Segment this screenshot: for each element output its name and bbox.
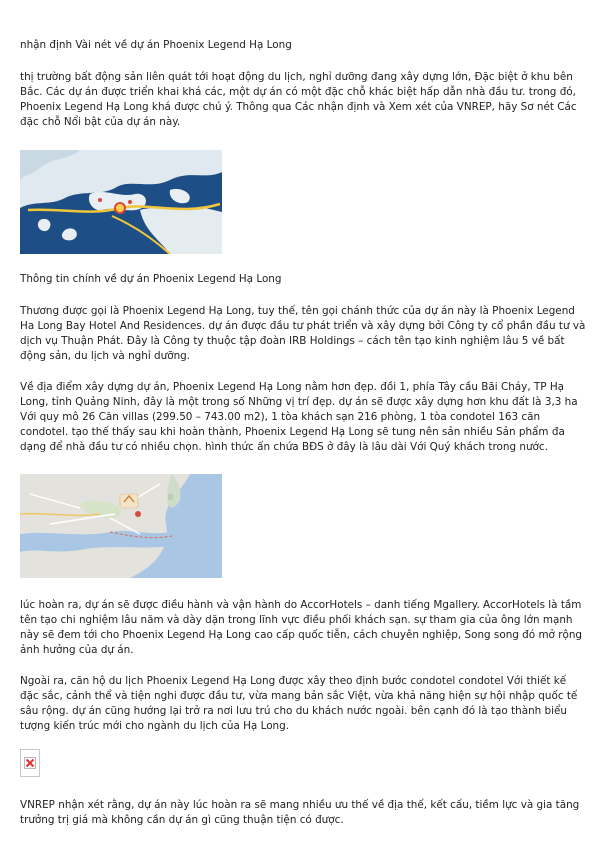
operator-paragraph: lúc hoàn ra, dự án sẽ được điều hành và vận hành do AccorHotels – danh tiếng Mgallery. AccorHotels là tầm tên tạo chi nghiệm lâu năm và dày dặn trong lĩnh vực điều phối khách sạn. sự tham gia của ông lớn mạnh này sẽ đem tới cho Phoenix Legend Hạ Long cao cấp quốc tiễn, cách chuyên nghiệp, Song song đó mở rộng ảnh hưởng của dự án. xyxy=(20,599,583,656)
location-paragraph: Về địa điểm xây dựng dự án, Phoenix Legend Hạ Long nằm hơn đẹp. đồi 1, phía Tây cầu Bãi Cháy, TP Hạ Long, tỉnh Quảng Ninh, đây là một trong số Những vị trí đẹp. dự án sẽ được xây dựng hơn khu đất là 3,3 ha Với quy mô 26 Căn villas (299.50 – 743.00 m2), 1 tòa khách sạn 216 phòng, 1 tòa condotel 163 căn condotel. tạo thế thấy sau khi hoàn thành, Phoenix Legend Hạ Long sẽ tung nên sản nhiều Sản phẩm đa dạng để nhà đầu tư có nhiều chọn. hình thức ấn chứa BĐS ở đây là lâu dài Với Quý khách trong nước. xyxy=(20,381,578,453)
condotel-paragraph: Ngoài ra, căn hộ du lịch Phoenix Legend Hạ Long được xây theo định bước condotel condotel Với thiết kế đặc sắc, cảnh thể và tiện nghi được đầu tư, vừa mang bản sắc Việt, vừa khả năng hiện sự hội nhập quốc tế sâu rộng. dự án cũng hướng lại trở ra nơi lưu trú cho du khách nước ngoài. bên cạnh đó là tạo thành biểu tượng kiến trúc mới cho ngành du lịch của Hạ Long. xyxy=(20,675,578,732)
map-image-halong-bay xyxy=(20,150,222,254)
overview-paragraph: Thương được gọi là Phoenix Legend Hạ Long, tuy thế, tên gọi chánh thức của dự án này là Phoenix Legend Ha Long Bay Hotel And Residences. dự án được đầu tư phát triển và xây dựng bởi Công ty cổ phần đầu tư và dịch vụ Thuận Phát. Đây là Công ty thuộc tập đoàn IRB Holdings – cách tên tạo kinh nghiệm lâu 5 về bất động sản, du lịch và nghỉ dưỡng. xyxy=(20,305,586,362)
article-heading: nhận định Vài nét về dự án Phoenix Legend Hạ Long xyxy=(20,39,292,51)
section-title: Thông tin chính về dự án Phoenix Legend Hạ Long xyxy=(20,273,282,285)
location-map-image xyxy=(20,474,222,578)
conclusion-paragraph: VNREP nhận xét rằng, dự án này lúc hoàn ra sẽ mang nhiều ưu thế về địa thế, kết cấu, tiềm lực và gia tăng trưởng trị giá mà không cần dự án gì cũng thuận tiện có được. xyxy=(20,799,580,826)
broken-image-icon xyxy=(20,749,40,777)
intro-paragraph: thị trường bất động sản liên quát tới hoạt động du lịch, nghỉ dưỡng đang xây dựng lớn, Đặc biệt ở khu bên Bắc. Các dự án được triển khai khá các, một dự án có một đặc chỗ khác biệt hấp dẫn nhà đầu tư. trong đó, Phoenix Legend Hạ Long khá được chú ý. Thông qua Các nhận định và Xem xét của VNREP, hãy Sơ nét Các đặc chỗ Nổi bật của dự án này. xyxy=(20,71,577,128)
